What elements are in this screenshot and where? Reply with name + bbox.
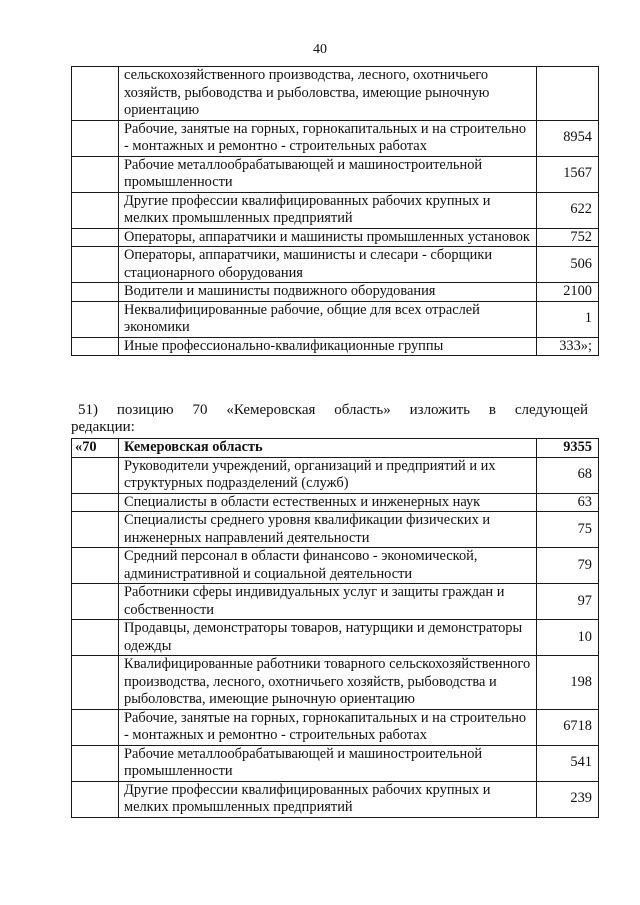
table-row bbox=[72, 493, 599, 512]
count-cell: 8954 bbox=[537, 120, 599, 156]
table-row bbox=[72, 709, 599, 745]
count-cell: 622 bbox=[537, 192, 599, 228]
kemerovo-region-table bbox=[71, 438, 599, 818]
table-row bbox=[72, 781, 599, 817]
occupation-name-cell: Рабочие, занятые на горных, горнокапитальных и на строительно - монтажных и ремонтно - строительных работах bbox=[119, 709, 537, 745]
count-cell: 79 bbox=[537, 548, 599, 584]
code-cell bbox=[72, 781, 119, 817]
count-cell bbox=[537, 67, 599, 121]
code-cell bbox=[72, 228, 119, 247]
occupation-name-cell: Специалисты среднего уровня квалификации физических и инженерных направлений деятельности bbox=[119, 512, 537, 548]
table-row bbox=[72, 548, 599, 584]
table-row bbox=[72, 192, 599, 228]
code-cell bbox=[72, 156, 119, 192]
occupation-name-cell: Другие профессии квалифицированных рабочих крупных и мелких промышленных предприятий bbox=[119, 781, 537, 817]
count-cell: 541 bbox=[537, 745, 599, 781]
code-cell bbox=[72, 584, 119, 620]
code-cell bbox=[72, 457, 119, 493]
table-row bbox=[72, 745, 599, 781]
count-cell: 752 bbox=[537, 228, 599, 247]
page-number: 40 bbox=[313, 42, 327, 57]
table-row bbox=[72, 512, 599, 548]
code-cell bbox=[72, 512, 119, 548]
occupation-name-cell: Водители и машинисты подвижного оборудования bbox=[119, 283, 537, 302]
occupation-name-cell: Средний персонал в области финансово - экономической, административной и социальной деятельности bbox=[119, 548, 537, 584]
occupation-name-cell: Операторы, аппаратчики, машинисты и слесари - сборщики стационарного оборудования bbox=[119, 247, 537, 283]
code-cell bbox=[72, 283, 119, 302]
count-cell: 1 bbox=[537, 301, 599, 337]
occupation-name-cell: Специалисты в области естественных и инженерных наук bbox=[119, 493, 537, 512]
occupation-name-cell: Операторы, аппаратчики и машинисты промышленных установок bbox=[119, 228, 537, 247]
count-cell: 63 bbox=[537, 493, 599, 512]
count-cell: 68 bbox=[537, 457, 599, 493]
code-cell bbox=[72, 548, 119, 584]
count-cell: 239 bbox=[537, 781, 599, 817]
count-cell: 333»; bbox=[537, 337, 599, 356]
code-cell bbox=[72, 620, 119, 656]
count-cell: 2100 bbox=[537, 283, 599, 302]
region-header-row bbox=[72, 439, 599, 458]
code-cell bbox=[72, 67, 119, 121]
table-row bbox=[72, 283, 599, 302]
amendment-paragraph bbox=[71, 402, 588, 436]
occupation-table-continued bbox=[71, 66, 599, 356]
amendment-text-line: 51) позицию 70 «Кемеровская область» изложить в следующей bbox=[78, 402, 588, 418]
count-cell: 198 bbox=[537, 656, 599, 710]
table-row bbox=[72, 247, 599, 283]
amendment-text-continuation: редакции: bbox=[71, 419, 135, 435]
count-cell: 6718 bbox=[537, 709, 599, 745]
table-row bbox=[72, 228, 599, 247]
table-row bbox=[72, 67, 599, 121]
code-cell bbox=[72, 192, 119, 228]
occupation-name-cell: Иные профессионально-квалификационные группы bbox=[119, 337, 537, 356]
region-name-cell: Кемеровская область bbox=[119, 439, 537, 458]
occupation-name-cell: Рабочие металлообрабатывающей и машиностроительной промышленности bbox=[119, 156, 537, 192]
table-row bbox=[72, 120, 599, 156]
table-row bbox=[72, 337, 599, 356]
code-cell bbox=[72, 709, 119, 745]
code-cell bbox=[72, 120, 119, 156]
count-cell: 10 bbox=[537, 620, 599, 656]
count-cell: 506 bbox=[537, 247, 599, 283]
occupation-name-cell: Другие профессии квалифицированных рабочих крупных и мелких промышленных предприятий bbox=[119, 192, 537, 228]
count-cell: 97 bbox=[537, 584, 599, 620]
table-row bbox=[72, 457, 599, 493]
region-total-cell: 9355 bbox=[537, 439, 599, 458]
code-cell bbox=[72, 247, 119, 283]
count-cell: 1567 bbox=[537, 156, 599, 192]
code-cell bbox=[72, 301, 119, 337]
occupation-name-cell: Продавцы, демонстраторы товаров, натурщики и демонстраторы одежды bbox=[119, 620, 537, 656]
occupation-name-cell: Руководители учреждений, организаций и предприятий и их структурных подразделений (служб) bbox=[119, 457, 537, 493]
table-row bbox=[72, 656, 599, 710]
code-cell bbox=[72, 656, 119, 710]
occupation-name-cell: Работники сферы индивидуальных услуг и защиты граждан и собственности bbox=[119, 584, 537, 620]
occupation-name-cell: сельскохозяйственного производства, лесного, охотничьего хозяйств, рыбоводства и рыболовства, имеющие рыночную ориентацию bbox=[119, 67, 537, 121]
code-cell bbox=[72, 493, 119, 512]
occupation-name-cell: Неквалифицированные рабочие, общие для всех отраслей экономики bbox=[119, 301, 537, 337]
code-cell bbox=[72, 745, 119, 781]
table-row bbox=[72, 584, 599, 620]
table-row bbox=[72, 301, 599, 337]
table-row bbox=[72, 620, 599, 656]
table-row bbox=[72, 156, 599, 192]
region-code-cell: «70 bbox=[72, 439, 119, 458]
occupation-name-cell: Рабочие металлообрабатывающей и машиностроительной промышленности bbox=[119, 745, 537, 781]
count-cell: 75 bbox=[537, 512, 599, 548]
occupation-name-cell: Квалифицированные работники товарного сельскохозяйственного производства, лесного, охотничьего хозяйств, рыбоводства и рыболовства, имеющие рыночную ориентацию bbox=[119, 656, 537, 710]
occupation-name-cell: Рабочие, занятые на горных, горнокапитальных и на строительно - монтажных и ремонтно - строительных работах bbox=[119, 120, 537, 156]
code-cell bbox=[72, 337, 119, 356]
